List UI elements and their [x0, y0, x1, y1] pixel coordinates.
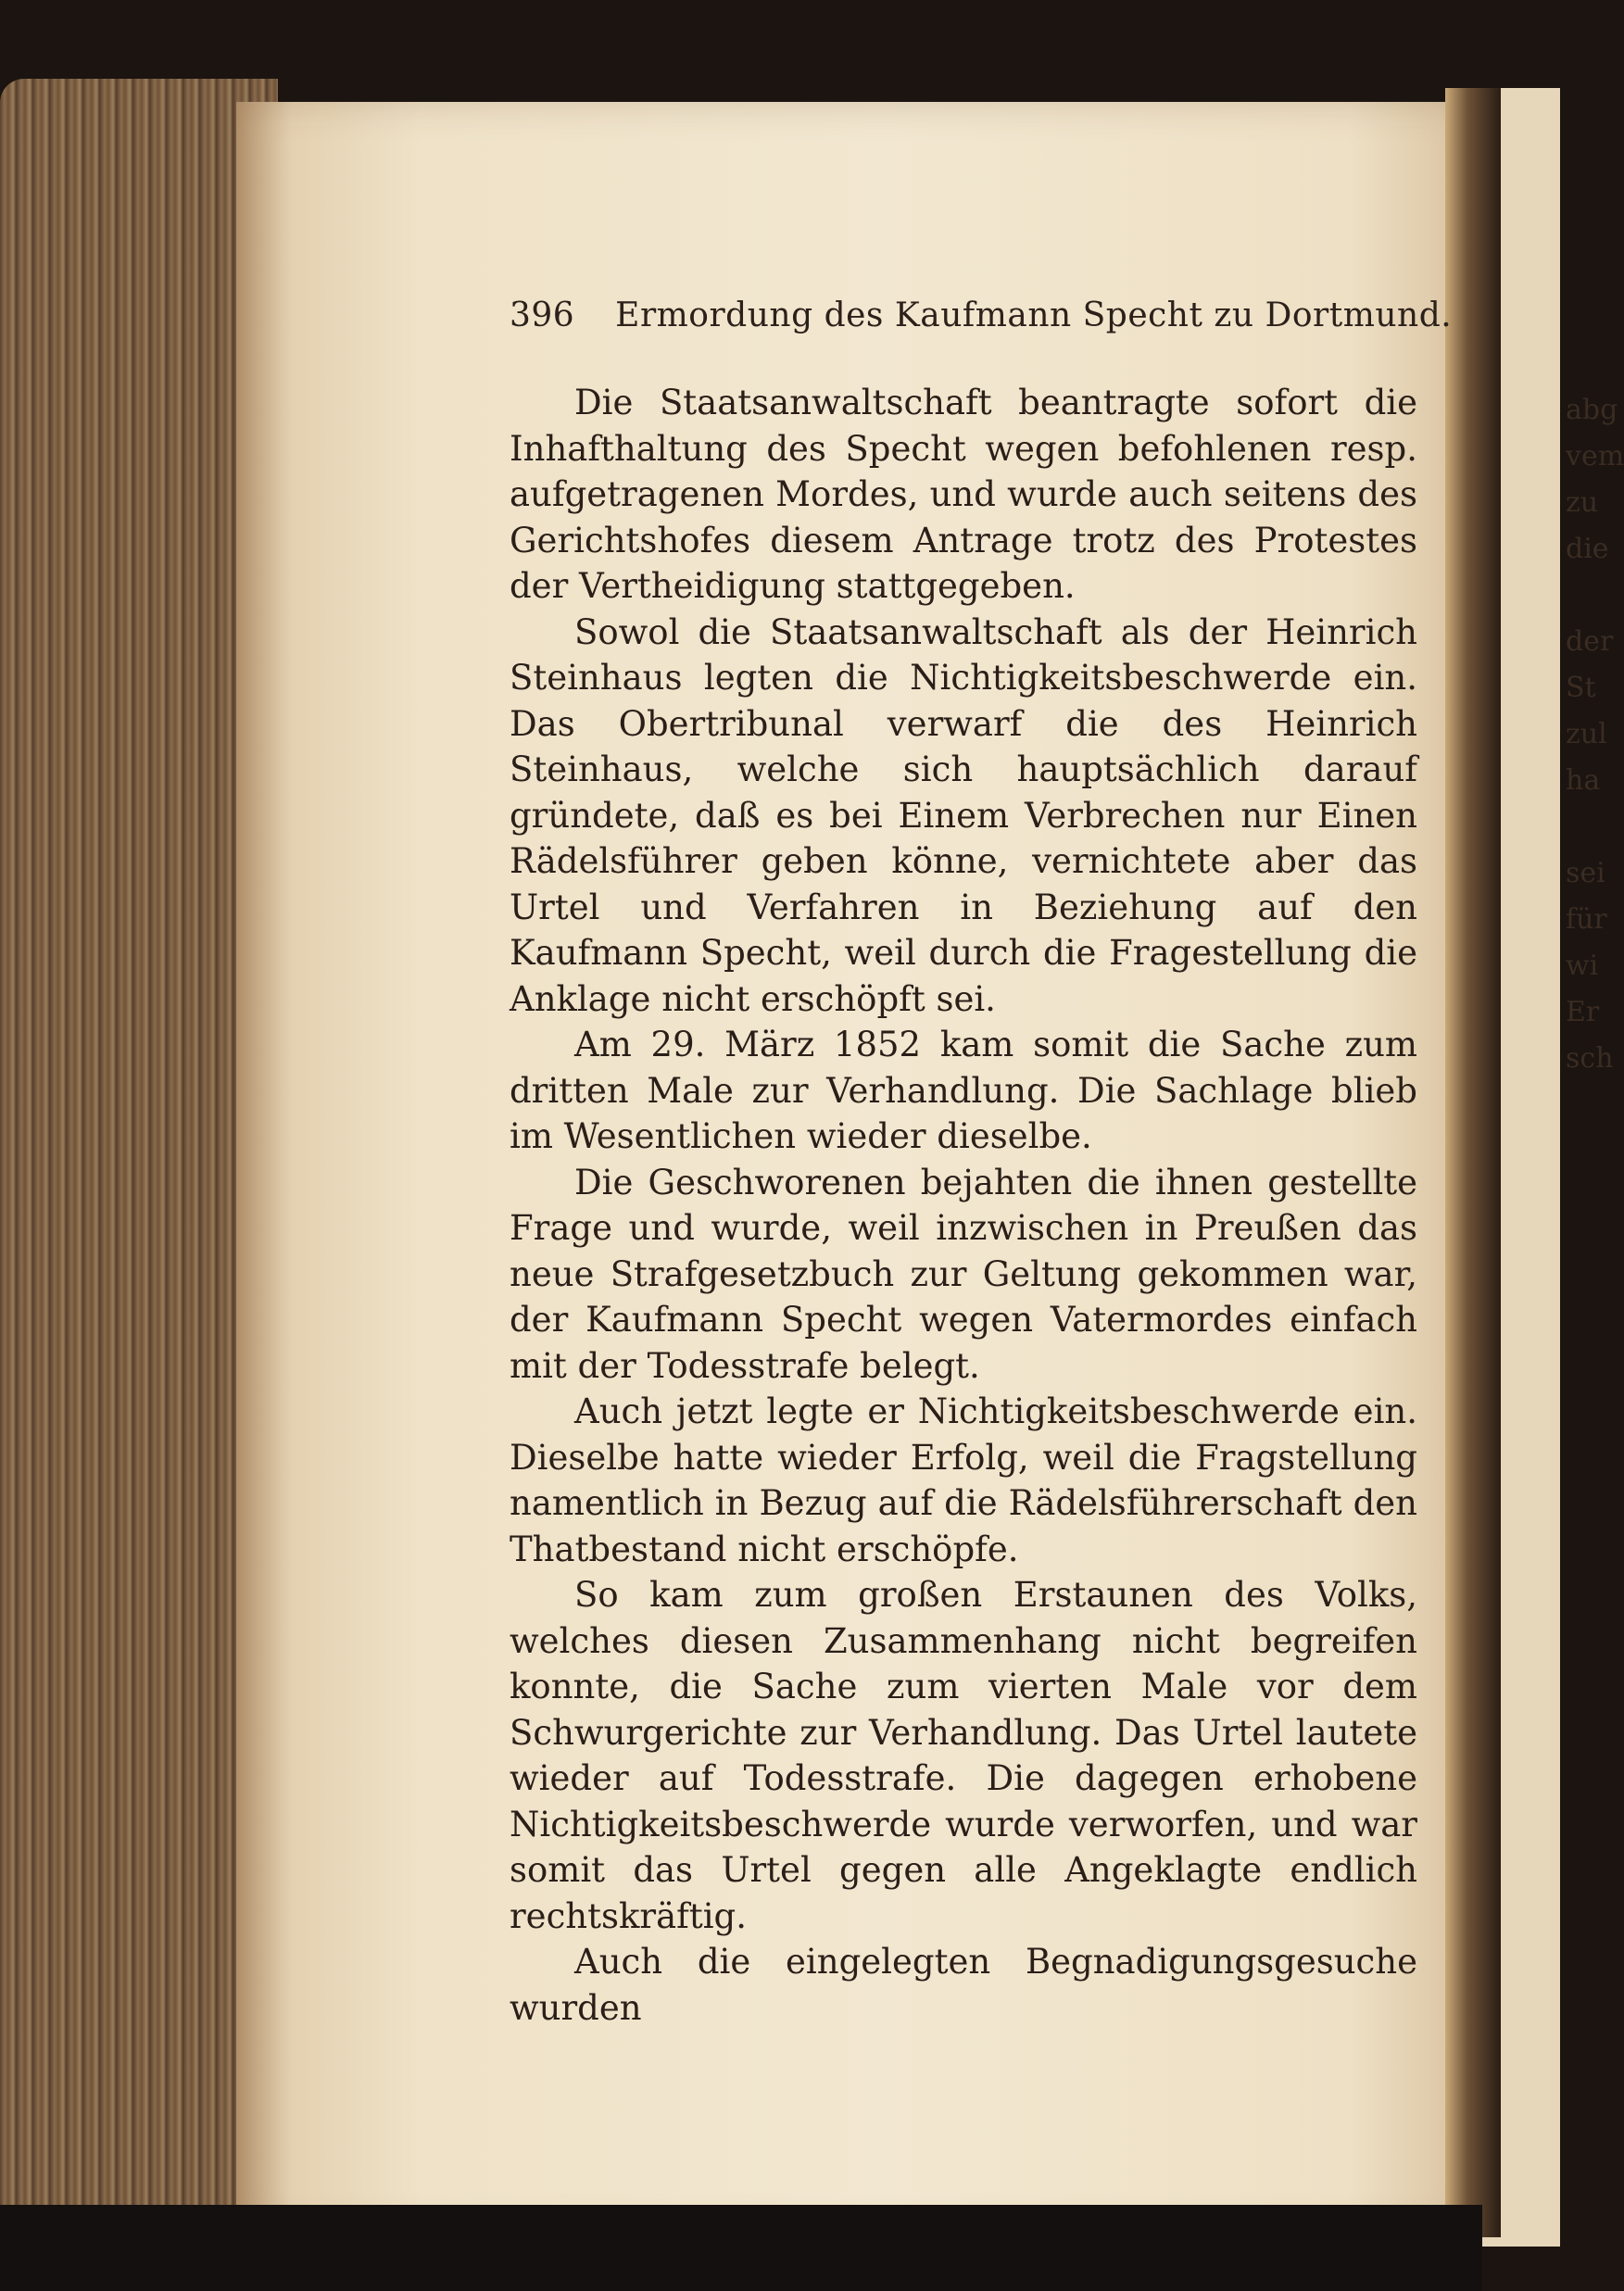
facing-page-fragment: sch — [1566, 1042, 1614, 1075]
paragraph: Die Staatsanwaltschaft beantragte sofort die Inhafthaltung des Specht wegen befohlenen resp. aufgetragenen Mordes, und wurde auch seitens des Gerichtshofes diesem Antrage trotz des Protestes der Vertheidigung stattgegeben. — [510, 383, 1417, 606]
paragraph: Am 29. März 1852 kam somit die Sache zum dritten Male zur Verhandlung. Die Sachlage blieb im Wesentlichen wieder dieselbe. — [510, 1025, 1417, 1156]
running-header — [510, 296, 1453, 334]
paragraph: Die Geschworenen bejahten die ihnen gestellte Frage und wurde, weil inzwischen in Preußen das neue Strafgesetzbuch zur Geltung gekommen war, der Kaufmann Specht wegen Vatermordes einfach mit der Todesstrafe belegt. — [510, 1162, 1417, 1386]
facing-page-fragment: wi — [1566, 950, 1599, 982]
page-number: 396 — [510, 296, 575, 334]
paragraph: Sowol die Staatsanwaltschaft als der Heinrich Steinhaus legten die Nichtigkeitsbeschwerde ein. Das Obertribunal verwarf die des Heinrich Steinhaus, welche sich hauptsächlich darauf gründete, daß es bei Einem Verbrechen nur Einen Rädelsführer geben könne, vernichtete aber das Urtel und Verfahren in Beziehung auf den Kaufmann Specht, weil durch die Fragestellung die Anklage nicht erschöpft sei. — [510, 611, 1417, 1019]
facing-page-fragment: ha — [1566, 764, 1601, 797]
book-gutter — [1445, 88, 1501, 2237]
paragraph: So kam zum großen Erstaunen des Volks, welches diesen Zusammenhang nicht begreifen konnte, die Sache zum vierten Male vor dem Schwurgerichte zur Verhandlung. Das Urtel lautete wieder auf Todesstrafe. Die dagegen erhobene Nichtigkeitsbeschwerde wurde verworfen, und war somit das Urtel gegen alle Angeklagte endlich rechtskräftig. — [510, 1575, 1417, 1936]
facing-page-fragment: zu — [1566, 486, 1599, 519]
facing-page-fragment: die — [1566, 533, 1609, 565]
facing-page-fragment: St — [1566, 672, 1596, 704]
paragraph: Auch jetzt legte er Nichtigkeitsbeschwerde ein. Dieselbe hatte wieder Erfolg, weil die Fragstellung namentlich in Bezug auf die Rädelsführerschaft den Thatbestand nicht erschöpfe. — [510, 1391, 1417, 1569]
book-bottom-shadow — [0, 2205, 1482, 2291]
facing-page-fragment: Er — [1566, 996, 1600, 1028]
running-title: Ermordung des Kaufmann Specht zu Dortmund. — [615, 296, 1453, 334]
facing-page-fragment: der — [1566, 625, 1614, 658]
facing-page-fragment: zul — [1566, 718, 1607, 750]
facing-page-fragment: sei — [1566, 857, 1605, 889]
body-text — [510, 380, 1417, 2031]
facing-page-fragment: vem — [1566, 440, 1624, 472]
facing-page-fragment: abg — [1566, 394, 1618, 426]
facing-page-fragment: für — [1566, 903, 1607, 936]
paragraph: Auch die eingelegten Begnadigungsgesuche wurden — [510, 1942, 1417, 2028]
